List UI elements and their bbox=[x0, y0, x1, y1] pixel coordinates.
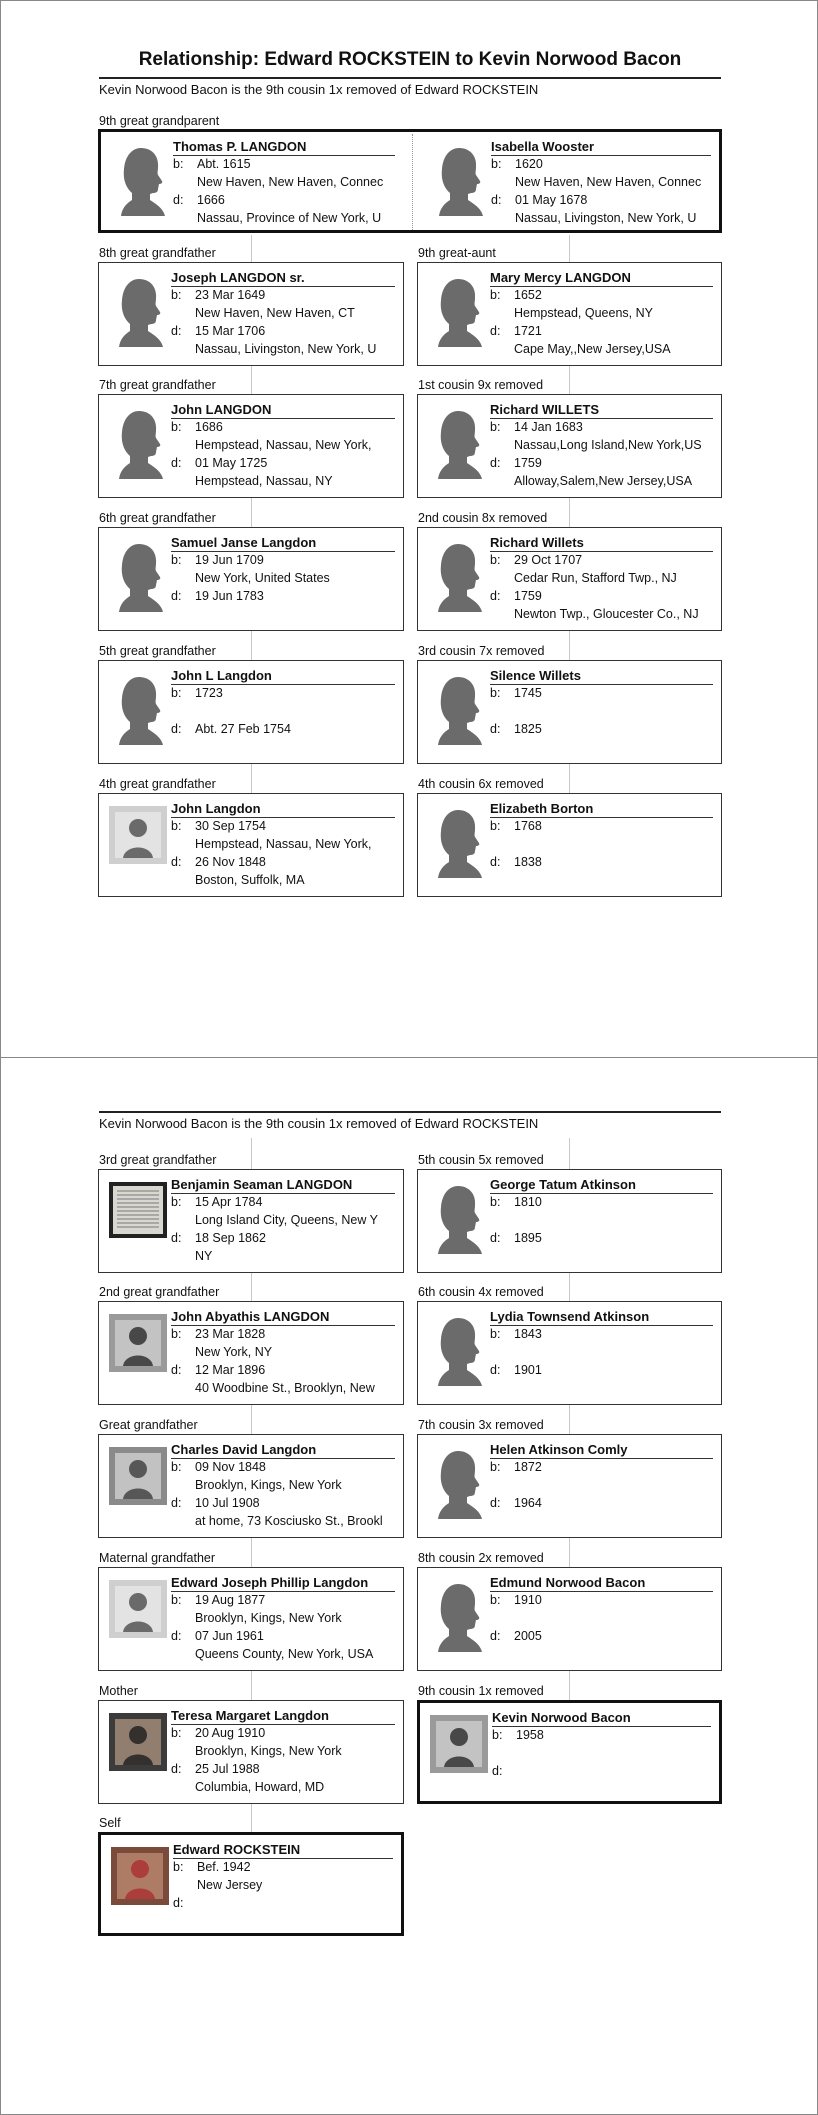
death-place: Queens County, New York, USA bbox=[195, 1647, 374, 1661]
birth-date: 1872 bbox=[514, 1460, 542, 1474]
birth-line bbox=[490, 1593, 713, 1607]
death-place: Hempstead, Nassau, NY bbox=[195, 474, 333, 488]
person-card[interactable] bbox=[417, 793, 722, 897]
death-date: 1825 bbox=[514, 722, 542, 736]
person-card[interactable] bbox=[417, 527, 722, 631]
person-name[interactable]: John LANGDON bbox=[171, 402, 395, 419]
birth-date: 23 Mar 1649 bbox=[195, 288, 266, 302]
portrait-photo bbox=[109, 1580, 167, 1638]
birth-line bbox=[171, 819, 395, 833]
birth-date: 1810 bbox=[514, 1195, 542, 1209]
death-place: Alloway,Salem,New Jersey,USA bbox=[514, 474, 693, 488]
person-photo bbox=[428, 271, 486, 351]
birth-line bbox=[490, 420, 713, 434]
death-label: d: bbox=[490, 1363, 501, 1377]
death-label: d: bbox=[490, 1496, 501, 1510]
silhouette-icon bbox=[428, 271, 486, 351]
portrait-photo bbox=[109, 1314, 167, 1372]
death-date: 1901 bbox=[514, 1363, 542, 1377]
person-photo bbox=[429, 140, 487, 220]
birth-date: 29 Oct 1707 bbox=[514, 553, 583, 567]
death-place: Cape May,,New Jersey,USA bbox=[514, 342, 671, 356]
person-photo bbox=[109, 1713, 167, 1793]
death-label: d: bbox=[173, 1896, 184, 1910]
relation-label: 9th great grandparent bbox=[99, 114, 220, 128]
birth-date: 1723 bbox=[195, 686, 223, 700]
death-line bbox=[490, 855, 713, 869]
birth-date: 20 Aug 1910 bbox=[195, 1726, 266, 1740]
death-place: Boston, Suffolk, MA bbox=[195, 873, 305, 887]
relation-label: 5th cousin 5x removed bbox=[418, 1153, 544, 1167]
person-name[interactable]: John Abyathis LANGDON bbox=[171, 1309, 395, 1326]
silhouette-icon bbox=[429, 140, 487, 220]
relation-label: 6th cousin 4x removed bbox=[418, 1285, 544, 1299]
birth-line bbox=[171, 1195, 395, 1209]
death-label: d: bbox=[171, 589, 182, 603]
birth-date: 19 Aug 1877 bbox=[195, 1593, 266, 1607]
death-label: d: bbox=[490, 722, 501, 736]
death-date: 01 May 1725 bbox=[195, 456, 268, 470]
birth-label: b: bbox=[490, 819, 501, 833]
death-line bbox=[491, 193, 711, 207]
person-photo bbox=[428, 1576, 486, 1656]
person-photo bbox=[428, 536, 486, 616]
relation-label: Mother bbox=[99, 1684, 138, 1698]
title-rule bbox=[99, 1111, 721, 1113]
birth-label: b: bbox=[490, 1327, 501, 1341]
birth-line bbox=[171, 686, 395, 700]
person-card[interactable] bbox=[98, 527, 404, 631]
person-card[interactable] bbox=[417, 660, 722, 764]
person-card[interactable] bbox=[98, 262, 404, 366]
birth-place: New Haven, New Haven, Connec bbox=[515, 175, 702, 189]
person-card[interactable] bbox=[98, 1301, 404, 1405]
death-date: 19 Jun 1783 bbox=[195, 589, 264, 603]
birth-line bbox=[490, 288, 713, 302]
death-line bbox=[490, 1363, 713, 1377]
person-card[interactable] bbox=[417, 262, 722, 366]
birth-line bbox=[171, 288, 395, 302]
birth-line bbox=[490, 686, 713, 700]
chart-title: Relationship: Edward ROCKSTEIN to Kevin Norwood Bacon bbox=[138, 49, 682, 70]
relation-label: 2nd great grandfather bbox=[99, 1285, 220, 1299]
birth-date: 09 Nov 1848 bbox=[195, 1460, 266, 1474]
death-label: d: bbox=[491, 193, 502, 207]
birth-date: 1768 bbox=[514, 819, 542, 833]
death-label: d: bbox=[171, 456, 182, 470]
birth-label: b: bbox=[171, 553, 182, 567]
death-line bbox=[171, 1629, 395, 1643]
person-photo bbox=[109, 1580, 167, 1660]
birth-label: b: bbox=[491, 157, 502, 171]
death-label: d: bbox=[171, 1496, 182, 1510]
person-photo bbox=[428, 1310, 486, 1390]
death-line bbox=[173, 1896, 393, 1910]
birth-line bbox=[171, 1726, 395, 1740]
relationship-summary: Kevin Norwood Bacon is the 9th cousin 1x removed of Edward ROCKSTEIN bbox=[99, 82, 539, 97]
person-photo bbox=[428, 1443, 486, 1523]
birth-place: Hempstead, Nassau, New York, bbox=[195, 438, 372, 452]
death-date: 26 Nov 1848 bbox=[195, 855, 266, 869]
document-photo bbox=[109, 1182, 167, 1238]
death-place: Nassau, Province of New York, U bbox=[197, 211, 382, 225]
person-card[interactable] bbox=[98, 660, 404, 764]
relation-label: 4th cousin 6x removed bbox=[418, 777, 544, 791]
birth-label: b: bbox=[490, 686, 501, 700]
person-photo bbox=[428, 1178, 486, 1258]
silhouette-icon bbox=[428, 802, 486, 882]
birth-label: b: bbox=[490, 1460, 501, 1474]
relation-label: 1st cousin 9x removed bbox=[418, 378, 544, 392]
person-photo bbox=[428, 802, 486, 882]
person-photo bbox=[428, 403, 486, 483]
death-date: 1964 bbox=[514, 1496, 542, 1510]
birth-label: b: bbox=[171, 819, 182, 833]
death-place: Nassau, Livingston, New York, U bbox=[515, 211, 697, 225]
person-photo bbox=[428, 669, 486, 749]
person-name[interactable]: Silence Willets bbox=[490, 668, 713, 685]
death-place: at home, 73 Kosciusko St., Brookl bbox=[195, 1514, 383, 1528]
death-label: d: bbox=[171, 1363, 182, 1377]
death-place: 40 Woodbine St., Brooklyn, New bbox=[195, 1381, 375, 1395]
birth-date: 1620 bbox=[515, 157, 543, 171]
silhouette-icon bbox=[428, 536, 486, 616]
relation-label: 7th cousin 3x removed bbox=[418, 1418, 544, 1432]
birth-label: b: bbox=[492, 1728, 503, 1742]
death-line bbox=[492, 1764, 711, 1778]
silhouette-icon bbox=[428, 669, 486, 749]
death-line bbox=[171, 589, 395, 603]
person-card[interactable] bbox=[417, 1567, 722, 1671]
person-card[interactable] bbox=[98, 1700, 404, 1804]
person-name[interactable]: Elizabeth Borton bbox=[490, 801, 713, 818]
birth-date: 1910 bbox=[514, 1593, 542, 1607]
person-name[interactable]: John Langdon bbox=[171, 801, 395, 818]
birth-label: b: bbox=[490, 288, 501, 302]
birth-date: Abt. 1615 bbox=[197, 157, 251, 171]
relation-label: Great grandfather bbox=[99, 1418, 198, 1432]
silhouette-icon bbox=[428, 1310, 486, 1390]
person-card[interactable] bbox=[98, 1832, 404, 1936]
birth-place: Brooklyn, Kings, New York bbox=[195, 1611, 342, 1625]
portrait-photo bbox=[109, 1447, 167, 1505]
birth-line bbox=[491, 157, 711, 171]
person-name[interactable]: Thomas P. LANGDON bbox=[173, 139, 395, 156]
person-card[interactable] bbox=[98, 1169, 404, 1273]
death-line bbox=[490, 1496, 713, 1510]
death-date: 1759 bbox=[514, 589, 542, 603]
birth-label: b: bbox=[171, 1327, 182, 1341]
person-photo bbox=[109, 806, 167, 886]
relation-label: 9th cousin 1x removed bbox=[418, 1684, 544, 1698]
death-date: Abt. 27 Feb 1754 bbox=[195, 722, 291, 736]
birth-label: b: bbox=[490, 420, 501, 434]
birth-date: 1652 bbox=[514, 288, 542, 302]
death-date: 1721 bbox=[514, 324, 542, 338]
person-name[interactable]: John L Langdon bbox=[171, 668, 395, 685]
birth-place: Cedar Run, Stafford Twp., NJ bbox=[514, 571, 677, 585]
silhouette-icon bbox=[428, 403, 486, 483]
birth-label: b: bbox=[490, 1195, 501, 1209]
person-name[interactable]: Teresa Margaret Langdon bbox=[171, 1708, 395, 1725]
relation-label: 4th great grandfather bbox=[99, 777, 216, 791]
relation-label: 6th great grandfather bbox=[99, 511, 216, 525]
death-date: 2005 bbox=[514, 1629, 542, 1643]
portrait-photo bbox=[109, 806, 167, 864]
relation-label: 8th cousin 2x removed bbox=[418, 1551, 544, 1565]
person-name[interactable]: Richard Willets bbox=[490, 535, 713, 552]
person-card[interactable] bbox=[98, 1434, 404, 1538]
person-photo bbox=[109, 1447, 167, 1527]
birth-date: Bef. 1942 bbox=[197, 1860, 251, 1874]
birth-date: 1745 bbox=[514, 686, 542, 700]
birth-place: Nassau,Long Island,New York,US bbox=[514, 438, 702, 452]
birth-line bbox=[173, 157, 395, 171]
birth-label: b: bbox=[490, 1593, 501, 1607]
birth-label: b: bbox=[171, 1593, 182, 1607]
death-line bbox=[171, 1231, 395, 1245]
birth-date: 15 Apr 1784 bbox=[195, 1195, 263, 1209]
silhouette-icon bbox=[428, 1576, 486, 1656]
silhouette-icon bbox=[109, 403, 167, 483]
birth-date: 23 Mar 1828 bbox=[195, 1327, 266, 1341]
death-date: 1666 bbox=[197, 193, 225, 207]
person-photo bbox=[109, 536, 167, 616]
death-label: d: bbox=[490, 456, 501, 470]
person-photo bbox=[109, 403, 167, 483]
silhouette-icon bbox=[109, 536, 167, 616]
death-label: d: bbox=[490, 589, 501, 603]
person-card[interactable] bbox=[417, 1700, 722, 1804]
relationship-summary: Kevin Norwood Bacon is the 9th cousin 1x removed of Edward ROCKSTEIN bbox=[99, 1116, 539, 1131]
death-label: d: bbox=[490, 855, 501, 869]
relation-label: 2nd cousin 8x removed bbox=[418, 511, 548, 525]
person-photo bbox=[109, 1182, 167, 1262]
person-name[interactable]: Richard WILLETS bbox=[490, 402, 713, 419]
birth-place: Long Island City, Queens, New Y bbox=[195, 1213, 378, 1227]
death-date: 18 Sep 1862 bbox=[195, 1231, 266, 1245]
birth-line bbox=[171, 1327, 395, 1341]
portrait-photo bbox=[430, 1715, 488, 1773]
birth-place: New Haven, New Haven, Connec bbox=[197, 175, 384, 189]
person-photo bbox=[111, 1847, 169, 1927]
birth-label: b: bbox=[171, 1195, 182, 1209]
death-label: d: bbox=[171, 1231, 182, 1245]
birth-label: b: bbox=[490, 553, 501, 567]
birth-date: 1958 bbox=[516, 1728, 544, 1742]
death-date: 15 Mar 1706 bbox=[195, 324, 266, 338]
death-line bbox=[171, 456, 395, 470]
relation-label: 9th great-aunt bbox=[418, 246, 496, 260]
person-photo bbox=[109, 1314, 167, 1394]
death-line bbox=[171, 1496, 395, 1510]
birth-line bbox=[171, 1593, 395, 1607]
person-name[interactable]: Helen Atkinson Comly bbox=[490, 1442, 713, 1459]
portrait-photo bbox=[109, 1713, 167, 1771]
death-line bbox=[490, 1629, 713, 1643]
birth-place: Hempstead, Queens, NY bbox=[514, 306, 653, 320]
birth-line bbox=[490, 553, 713, 567]
birth-line bbox=[173, 1860, 393, 1874]
person-photo bbox=[109, 271, 167, 351]
relation-label: Maternal grandfather bbox=[99, 1551, 216, 1565]
person-card[interactable] bbox=[417, 394, 722, 498]
death-date: 1838 bbox=[514, 855, 542, 869]
person-card[interactable] bbox=[98, 1567, 404, 1671]
death-label: d: bbox=[490, 324, 501, 338]
birth-label: b: bbox=[171, 686, 182, 700]
birth-line bbox=[490, 1195, 713, 1209]
death-place: Columbia, Howard, MD bbox=[195, 1780, 325, 1794]
death-line bbox=[171, 1363, 395, 1377]
person-name[interactable]: Isabella Wooster bbox=[491, 139, 711, 156]
relation-label: 7th great grandfather bbox=[99, 378, 216, 392]
person-photo bbox=[430, 1715, 488, 1795]
person-name[interactable]: Edmund Norwood Bacon bbox=[490, 1575, 713, 1592]
birth-line bbox=[171, 420, 395, 434]
person-photo bbox=[109, 669, 167, 749]
birth-date: 1686 bbox=[195, 420, 223, 434]
relation-label: 8th great grandfather bbox=[99, 246, 216, 260]
person-card[interactable] bbox=[417, 1434, 722, 1538]
death-date: 01 May 1678 bbox=[515, 193, 588, 207]
person-name[interactable]: Mary Mercy LANGDON bbox=[490, 270, 713, 287]
birth-date: 30 Sep 1754 bbox=[195, 819, 266, 833]
death-line bbox=[490, 1231, 713, 1245]
birth-label: b: bbox=[171, 288, 182, 302]
death-place: Nassau, Livingston, New York, U bbox=[195, 342, 377, 356]
death-label: d: bbox=[171, 324, 182, 338]
silhouette-icon bbox=[109, 271, 167, 351]
death-line bbox=[490, 456, 713, 470]
relation-label: 5th great grandfather bbox=[99, 644, 216, 658]
death-line bbox=[490, 324, 713, 338]
death-date: 1759 bbox=[514, 456, 542, 470]
death-date: 12 Mar 1896 bbox=[195, 1363, 266, 1377]
birth-place: Hempstead, Nassau, New York, bbox=[195, 837, 372, 851]
death-line bbox=[171, 855, 395, 869]
person-card[interactable] bbox=[98, 793, 404, 897]
birth-label: b: bbox=[173, 157, 184, 171]
birth-label: b: bbox=[171, 420, 182, 434]
death-line bbox=[490, 722, 713, 736]
birth-line bbox=[490, 1327, 713, 1341]
birth-line bbox=[171, 1460, 395, 1474]
death-date: 25 Jul 1988 bbox=[195, 1762, 260, 1776]
death-label: d: bbox=[171, 1629, 182, 1643]
death-label: d: bbox=[490, 1231, 501, 1245]
death-line bbox=[171, 1762, 395, 1776]
person-name[interactable]: Edward ROCKSTEIN bbox=[173, 1842, 393, 1859]
relation-label: 3rd great grandfather bbox=[99, 1153, 217, 1167]
death-label: d: bbox=[171, 722, 182, 736]
birth-line bbox=[492, 1728, 711, 1742]
birth-place: New York, NY bbox=[195, 1345, 273, 1359]
death-label: d: bbox=[173, 193, 184, 207]
death-place: NY bbox=[195, 1249, 213, 1263]
death-label: d: bbox=[490, 1629, 501, 1643]
birth-label: b: bbox=[171, 1726, 182, 1740]
couple-divider bbox=[412, 134, 413, 230]
portrait-photo bbox=[111, 1847, 169, 1905]
birth-place: New Haven, New Haven, CT bbox=[195, 306, 355, 320]
person-name[interactable]: George Tatum Atkinson bbox=[490, 1177, 713, 1194]
person-card[interactable] bbox=[101, 132, 403, 230]
birth-line bbox=[490, 819, 713, 833]
birth-label: b: bbox=[173, 1860, 184, 1874]
silhouette-icon bbox=[428, 1178, 486, 1258]
silhouette-icon bbox=[111, 140, 169, 220]
person-card[interactable] bbox=[417, 1301, 722, 1405]
title-rule bbox=[99, 77, 721, 79]
relation-label: Self bbox=[99, 1816, 121, 1830]
death-date: 10 Jul 1908 bbox=[195, 1496, 260, 1510]
death-line bbox=[173, 193, 395, 207]
death-date: 1895 bbox=[514, 1231, 542, 1245]
person-card[interactable] bbox=[98, 394, 404, 498]
birth-date: 14 Jan 1683 bbox=[514, 420, 583, 434]
person-photo bbox=[111, 140, 169, 220]
person-name[interactable]: Samuel Janse Langdon bbox=[171, 535, 395, 552]
silhouette-icon bbox=[109, 669, 167, 749]
birth-line bbox=[171, 553, 395, 567]
birth-place: New Jersey bbox=[197, 1878, 263, 1892]
person-name[interactable]: Joseph LANGDON sr. bbox=[171, 270, 395, 287]
death-label: d: bbox=[171, 1762, 182, 1776]
birth-label: b: bbox=[171, 1460, 182, 1474]
person-card[interactable] bbox=[419, 132, 719, 230]
person-card[interactable] bbox=[417, 1169, 722, 1273]
death-line bbox=[171, 324, 395, 338]
person-name[interactable]: Kevin Norwood Bacon bbox=[492, 1710, 711, 1727]
birth-line bbox=[490, 1460, 713, 1474]
birth-place: Brooklyn, Kings, New York bbox=[195, 1478, 342, 1492]
person-name[interactable]: Edward Joseph Phillip Langdon bbox=[171, 1575, 395, 1592]
death-label: d: bbox=[171, 855, 182, 869]
person-name[interactable]: Lydia Townsend Atkinson bbox=[490, 1309, 713, 1326]
death-date: 07 Jun 1961 bbox=[195, 1629, 264, 1643]
death-label: d: bbox=[492, 1764, 503, 1778]
birth-place: New York, United States bbox=[195, 571, 330, 585]
page-2 bbox=[0, 1057, 818, 2115]
person-name[interactable]: Benjamin Seaman LANGDON bbox=[171, 1177, 395, 1194]
birth-place: Brooklyn, Kings, New York bbox=[195, 1744, 342, 1758]
person-name[interactable]: Charles David Langdon bbox=[171, 1442, 395, 1459]
silhouette-icon bbox=[428, 1443, 486, 1523]
birth-date: 19 Jun 1709 bbox=[195, 553, 264, 567]
birth-date: 1843 bbox=[514, 1327, 542, 1341]
death-line bbox=[171, 722, 395, 736]
death-place: Newton Twp., Gloucester Co., NJ bbox=[514, 607, 699, 621]
death-line bbox=[490, 589, 713, 603]
relation-label: 3rd cousin 7x removed bbox=[418, 644, 545, 658]
